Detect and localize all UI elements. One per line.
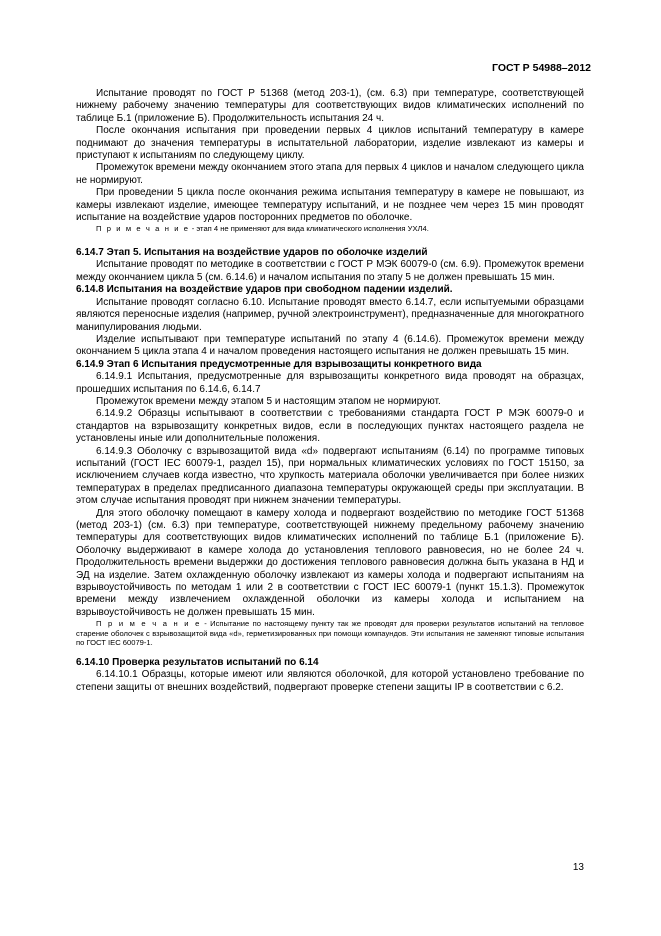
paragraph: Промежуток времени между этапом 5 и настоящим этапом не нормируют. [96,395,441,407]
paragraph: Промежуток времени между окончанием этого этапа для первых 4 циклов и началом следующего цикла не нормируют. [76,162,584,186]
note-text: - этап 4 не применяют для вида климатического исполнения УХЛ4. [189,224,429,234]
section-heading: 6.14.9 Этап 6 Испытания предусмотренные для взрывозащиты конкретного вида [76,358,482,370]
paragraph: 6.14.9.3 Оболочку с взрывозащитой вида «d» подвергают испытаниям (6.14) по программе типовых испытаний (ГОСТ IEC 60079-1, раздел 15), при нормальных климатических условиях по ГОСТ 15150, за исключением случаев когда известно, что хрупкость материала оболочки увеличивается при более низких температурах в пределах предписанного диапазона температуры окружающей среды при эксплуатации. В этом случае испытания проводят при нижнем значении температуры. [76,445,584,507]
paragraph: 6.14.9.2 Образцы испытывают в соответствии с требованиями стандарта ГОСТ Р МЭК 60079-0 и стандартов на взрывозащиту конкретных видов, если в последующих пунктах настоящего раздела не установлены иные или дополнительные положения. [76,408,584,445]
section-heading: 6.14.10 Проверка результатов испытаний по 6.14 [76,657,319,669]
document-header: ГОСТ Р 54988–2012 [492,62,591,74]
paragraph: Испытание проводят по методике в соответствии с ГОСТ Р МЭК 60079-0 (см. 6.9). Промежуток времени между окончанием цикла 5 (см. 6.14.6) и началом испытания по этапу 5 не должен превышать 15 мин. [76,259,584,283]
section-heading: 6.14.7 Этап 5. Испытания на воздействие ударов по оболочке изделий [76,247,428,259]
paragraph: Испытание проводят по ГОСТ Р 51368 (метод 203-1), (см. 6.3) при температуре, соответствующей нижнему рабочему значению температуры для соответствующих видов климатических исполнений по таблице Б.1 (приложение Б). Продолжительность испытания 24 ч. [76,88,584,124]
paragraph: Для этого оболочку помещают в камеру холода и подвергают воздействию по методике ГОСТ 51368 (метод 203-1) (см. 6.3) при температуре, соответствующей нижнему предельному рабочему значению температуры для соответствующих видов климатических исполнений по таблице Б.1 (приложение Б). Оболочку выдерживают в камере холода до установления теплового равновесия, но не более 24 ч. Продолжительность времени выдержки до достижения теплового равновесия должна быть указана в НД и ЭД на изделие. Затем охлажденную оболочку извлекают из камеры холода и подвергают испытаниям на взрывоустойчивость по методам 1 или 2 в соответствии с ГОСТ IEC 60079-1 (пункт 15.1.3). Промежуток времени между извлечением охлажденной оболочки из камеры холода и испытанием на взрывоустойчивость не должен превышать 15 мин. [76,507,584,618]
paragraph: 6.14.10.1 Образцы, которые имеют или являются оболочкой, для которой установлено требование по степени защиты от внешних воздействий, подвергают проверке степени защиты IP в соответствии с 6.2. [76,669,584,693]
document-body [76,88,584,694]
note-label: П р и м е ч а н и е [96,619,201,629]
note-label: П р и м е ч а н и е [96,224,190,234]
paragraph: Испытание проводят согласно 6.10. Испытание проводят вместо 6.14.7, если испытуемыми образцами являются переносные изделия (например, ручной электроинструмент), предназначенные для многократного манипулирования людьми. [76,296,584,333]
page-number: 13 [572,862,584,873]
paragraph: При проведении 5 цикла после окончания режима испытания температуру в камере не повышают, из камеры извлекают изделие, имеющее температуру испытаний, и не позднее чем через 15 мин проводят испытание на воздействие ударов посторонних предметов по оболочке. [76,187,584,224]
paragraph: 6.14.9.1 Испытания, предусмотренные для взрывозащиты конкретного вида проводят на образцах, прошедших испытания по 6.14.6, 6.14.7 [76,371,584,395]
section-heading: 6.14.8 Испытания на воздействие ударов при свободном падении изделий. [76,284,453,296]
paragraph: После окончания испытания при проведении первых 4 циклов испытаний температуру в камере поднимают до значения температуры в испытательной лаборатории, изделие извлекают из камеры и приступают к испытаниям по следующему циклу. [76,125,584,162]
note [76,224,584,234]
note [76,619,584,648]
note-text: - Испытание по настоящему пункту так же проводят для проверки результатов испытаний на тепловое старение оболочек с взрывозащитой вида «d», герметизированных при помощи компаундов. Эти испытания не заменяют типовые испытания по ГОСТ IEC 60079-1. [76,619,585,648]
paragraph: Изделие испытывают при температуре испытаний по этапу 4 (6.14.6). Промежуток времени между окончанием 5 цикла этапа 4 и началом проведения настоящего испытания не должен превышать 15 мин. [76,333,584,358]
